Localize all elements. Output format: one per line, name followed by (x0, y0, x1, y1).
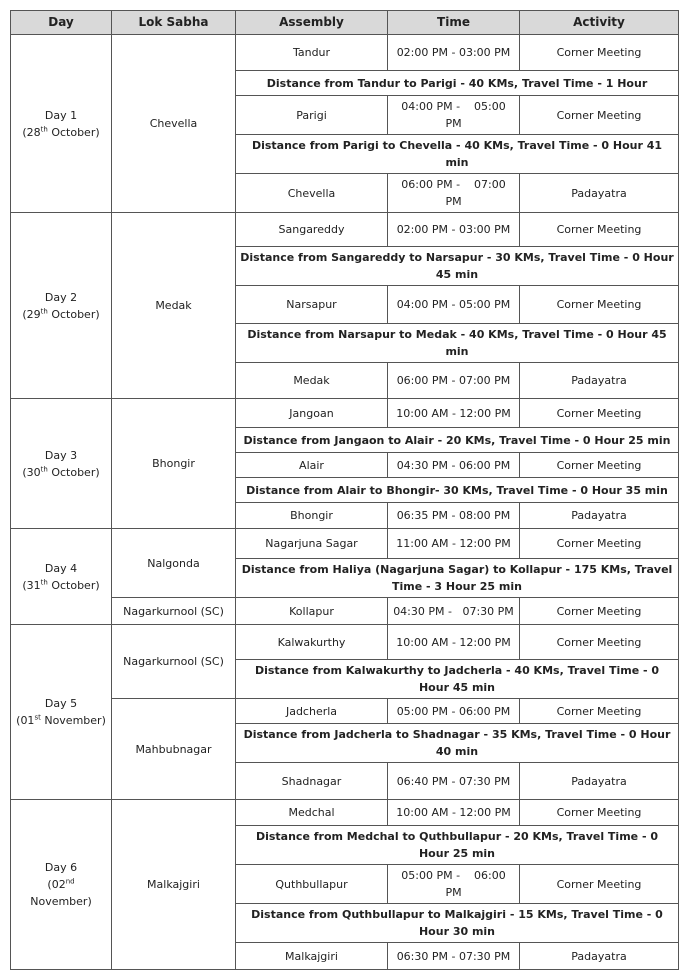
activity-cell: Padayatra (520, 363, 679, 399)
header-lok-sabha: Lok Sabha (112, 11, 236, 35)
day-cell: Day 3 (30th October) (11, 399, 112, 529)
time-cell: 06:40 PM - 07:30 PM (388, 763, 520, 800)
assembly-cell: Jangoan (236, 399, 388, 428)
travel-info: Distance from Tandur to Parigi - 40 KMs, Travel Time - 1 Hour (236, 71, 679, 96)
travel-info: Distance from Alair to Bhongir- 30 KMs, Travel Time - 0 Hour 35 min (236, 478, 679, 503)
assembly-cell: Sangareddy (236, 213, 388, 247)
activity-cell: Corner Meeting (520, 800, 679, 826)
time-cell: 04:00 PM - 05:00 PM (388, 286, 520, 324)
assembly-cell: Jadcherla (236, 699, 388, 724)
day-cell: Day 6 (02nd November) (11, 800, 112, 970)
table-row (11, 213, 679, 247)
day-label: Day 5 (44, 697, 78, 710)
activity-cell: Corner Meeting (520, 213, 679, 247)
day-date-month: November) (30, 895, 92, 908)
travel-info: Distance from Quthbullapur to Malkajgiri - 15 KMs, Travel Time - 0 Hour 30 min (236, 904, 679, 943)
travel-info: Distance from Jadcherla to Shadnagar - 35 KMs, Travel Time - 0 Hour 40 min (236, 724, 679, 763)
assembly-cell: Tandur (236, 35, 388, 71)
travel-info: Distance from Jangaon to Alair - 20 KMs, Travel Time - 0 Hour 25 min (236, 428, 679, 453)
table-row (11, 399, 679, 428)
day-date-number: 30 (26, 465, 41, 479)
time-cell: 06:00 PM - 07:00 PM (388, 174, 520, 213)
assembly-cell: Medak (236, 363, 388, 399)
time-cell: 06:30 PM - 07:30 PM (388, 943, 520, 970)
day-date-number: 29 (26, 307, 41, 321)
time-cell: 05:00 PM - 06:00 PM (388, 699, 520, 724)
day-cell: Day 2 (29th October) (11, 213, 112, 399)
assembly-cell: Kollapur (236, 598, 388, 625)
table-row (11, 529, 679, 559)
activity-cell: Corner Meeting (520, 625, 679, 660)
time-cell: 02:00 PM - 03:00 PM (388, 213, 520, 247)
day-cell: Day 1 (28th October) (11, 35, 112, 213)
time-cell: 04:30 PM - 06:00 PM (388, 453, 520, 478)
assembly-cell: Alair (236, 453, 388, 478)
activity-cell: Corner Meeting (520, 699, 679, 724)
day-date-month: November) (40, 714, 106, 727)
lok-sabha-cell: Malkajgiri (112, 800, 236, 970)
lok-sabha-cell: Nagarkurnool (SC) (112, 598, 236, 625)
activity-cell: Corner Meeting (520, 598, 679, 625)
day-cell: Day 4 (31th October) (11, 529, 112, 625)
header-row (11, 11, 679, 35)
assembly-cell: Kalwakurthy (236, 625, 388, 660)
day-date-suffix: th (40, 464, 48, 473)
activity-cell: Corner Meeting (520, 865, 679, 904)
day-label: Day 3 (44, 448, 78, 462)
day-label: Day 6 (44, 861, 78, 874)
lok-sabha-cell: Bhongir (112, 399, 236, 529)
time-cell: 06:00 PM - 07:00 PM (388, 363, 520, 399)
day-date-number: 28 (26, 125, 41, 139)
header-time: Time (388, 11, 520, 35)
assembly-cell: Bhongir (236, 503, 388, 529)
day-label: Day 2 (44, 290, 78, 304)
header-assembly: Assembly (236, 11, 388, 35)
lok-sabha-cell: Nalgonda (112, 529, 236, 598)
day-cell: Day 5 (01st November) (11, 625, 112, 800)
time-cell: 05:00 PM - 06:00 PM (388, 865, 520, 904)
activity-cell: Corner Meeting (520, 529, 679, 559)
time-cell: 10:00 AM - 12:00 PM (388, 625, 520, 660)
travel-info: Distance from Sangareddy to Narsapur - 30 KMs, Travel Time - 0 Hour 45 min (236, 247, 679, 286)
table-row (11, 598, 679, 625)
activity-cell: Padayatra (520, 503, 679, 529)
time-cell: 02:00 PM - 03:00 PM (388, 35, 520, 71)
day-label: Day 1 (44, 108, 78, 122)
day-date-month: October) (47, 125, 100, 139)
assembly-cell: Nagarjuna Sagar (236, 529, 388, 559)
travel-info: Distance from Haliya (Nagarjuna Sagar) to Kollapur - 175 KMs, Travel Time - 3 Hour 25 min (236, 559, 679, 598)
travel-info: Distance from Kalwakurthy to Jadcherla - 40 KMs, Travel Time - 0 Hour 45 min (236, 660, 679, 699)
day-label: Day 4 (44, 561, 78, 575)
time-cell: 06:35 PM - 08:00 PM (388, 503, 520, 529)
activity-cell: Padayatra (520, 943, 679, 970)
lok-sabha-cell: Nagarkurnool (SC) (112, 625, 236, 699)
activity-cell: Padayatra (520, 174, 679, 213)
schedule-table (10, 10, 679, 970)
assembly-cell: Parigi (236, 96, 388, 135)
activity-cell: Corner Meeting (520, 35, 679, 71)
lok-sabha-cell: Chevella (112, 35, 236, 213)
day-date-number: 02 (51, 878, 66, 891)
time-cell: 04:30 PM - 07:30 PM (388, 598, 520, 625)
header-day: Day (11, 11, 112, 35)
day-date-suffix: th (40, 124, 48, 133)
day-date-month: October) (47, 465, 100, 479)
day-date-suffix: th (40, 306, 48, 315)
table-row (11, 35, 679, 71)
day-date-number: 01 (20, 714, 35, 727)
time-cell: 10:00 AM - 12:00 PM (388, 800, 520, 826)
travel-info: Distance from Narsapur to Medak - 40 KMs, Travel Time - 0 Hour 45 min (236, 324, 679, 363)
time-cell: 11:00 AM - 12:00 PM (388, 529, 520, 559)
time-cell: 04:00 PM - 05:00 PM (388, 96, 520, 135)
assembly-cell: Shadnagar (236, 763, 388, 800)
travel-info: Distance from Medchal to Quthbullapur - 20 KMs, Travel Time - 0 Hour 25 min (236, 826, 679, 865)
table-row (11, 800, 679, 826)
table-row (11, 699, 679, 724)
assembly-cell: Medchal (236, 800, 388, 826)
time-cell: 10:00 AM - 12:00 PM (388, 399, 520, 428)
day-date-suffix: nd (65, 877, 75, 886)
activity-cell: Corner Meeting (520, 96, 679, 135)
assembly-cell: Quthbullapur (236, 865, 388, 904)
day-date-month: October) (47, 307, 100, 321)
lok-sabha-cell: Medak (112, 213, 236, 399)
assembly-cell: Malkajgiri (236, 943, 388, 970)
activity-cell: Corner Meeting (520, 286, 679, 324)
activity-cell: Corner Meeting (520, 399, 679, 428)
assembly-cell: Narsapur (236, 286, 388, 324)
day-date-number: 31 (26, 578, 41, 592)
day-date-month: October) (47, 578, 100, 592)
day-date-suffix: st (34, 713, 41, 722)
lok-sabha-cell: Mahbubnagar (112, 699, 236, 800)
travel-info: Distance from Parigi to Chevella - 40 KMs, Travel Time - 0 Hour 41 min (236, 135, 679, 174)
activity-cell: Corner Meeting (520, 453, 679, 478)
table-row (11, 625, 679, 660)
day-date-suffix: th (40, 577, 48, 586)
assembly-cell: Chevella (236, 174, 388, 213)
activity-cell: Padayatra (520, 763, 679, 800)
header-activity: Activity (520, 11, 679, 35)
